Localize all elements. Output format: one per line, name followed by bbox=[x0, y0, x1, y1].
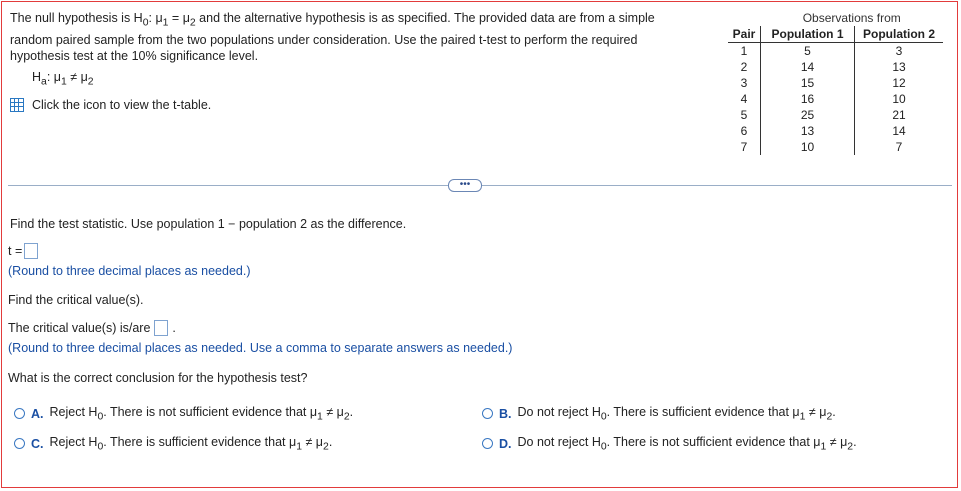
table-caption: Observations from bbox=[802, 11, 901, 25]
col-header-pop2: Population 2 bbox=[855, 26, 944, 43]
table-row: 7 10 7 bbox=[728, 139, 943, 155]
radio-c[interactable] bbox=[14, 438, 25, 449]
table-row: 3 15 12 bbox=[728, 75, 943, 91]
critical-label: The critical value(s) is/are bbox=[8, 321, 151, 335]
problem-statement: The null hypothesis is $H_0$: $\mu_1 = \mu_2$ and the alternative hypothesis is as specified. The provided data are from a simple random paired sample from the two populations under consideration. Use the paired t-test to perform the required hypothesis test at the 10% significance level. bbox=[10, 11, 655, 63]
q1-prompt: Find the test statistic. Use population 1 − population 2 as the difference. bbox=[10, 217, 407, 231]
q2-prompt: Find the critical value(s). bbox=[8, 293, 144, 307]
table-row: 5 25 21 bbox=[728, 107, 943, 123]
option-a[interactable]: A. Reject $H_0$. There is not sufficient evidence that $\mu_1 \ne \mu_2$. bbox=[14, 405, 353, 423]
ttable-link-text[interactable]: Click the icon to view the t-table. bbox=[32, 98, 212, 112]
table-row: 1 5 3 bbox=[728, 43, 943, 60]
table-row: 4 16 10 bbox=[728, 91, 943, 107]
alternative-hypothesis: $H_a$: $\mu_1 \ne \mu_2$ bbox=[32, 70, 94, 88]
option-c[interactable]: C. Reject $H_0$. There is sufficient evidence that $\mu_1 \ne \mu_2$. bbox=[14, 435, 332, 453]
critical-row: The critical value(s) is/are . bbox=[8, 321, 176, 335]
table-row: 2 14 13 bbox=[728, 59, 943, 75]
option-b[interactable]: B. Do not reject $H_0$. There is sufficient evidence that $\mu_1 \ne \mu_2$. bbox=[482, 405, 836, 423]
t-stat-input[interactable] bbox=[24, 243, 38, 259]
critical-value-input[interactable] bbox=[154, 320, 168, 336]
t-label: t = bbox=[8, 244, 23, 258]
radio-b[interactable] bbox=[482, 408, 493, 419]
option-d[interactable]: D. Do not reject $H_0$. There is not sufficient evidence that $\mu_1 \ne \mu_2$. bbox=[482, 435, 857, 453]
q2-round-note: (Round to three decimal places as needed. Use a comma to separate answers as needed.) bbox=[8, 341, 513, 355]
ttable-link[interactable] bbox=[10, 98, 211, 112]
radio-d[interactable] bbox=[482, 438, 493, 449]
expand-more-button[interactable]: ••• bbox=[448, 179, 482, 192]
q3-prompt: What is the correct conclusion for the hypothesis test? bbox=[8, 371, 308, 385]
radio-a[interactable] bbox=[14, 408, 25, 419]
observations-table bbox=[728, 10, 943, 155]
q1-round-note: (Round to three decimal places as needed.) bbox=[8, 264, 251, 278]
table-row: 6 13 14 bbox=[728, 123, 943, 139]
t-stat-row bbox=[8, 243, 38, 259]
col-header-pop1: Population 1 bbox=[761, 26, 855, 43]
table-icon[interactable] bbox=[10, 98, 24, 112]
col-header-pair: Pair bbox=[728, 26, 761, 43]
